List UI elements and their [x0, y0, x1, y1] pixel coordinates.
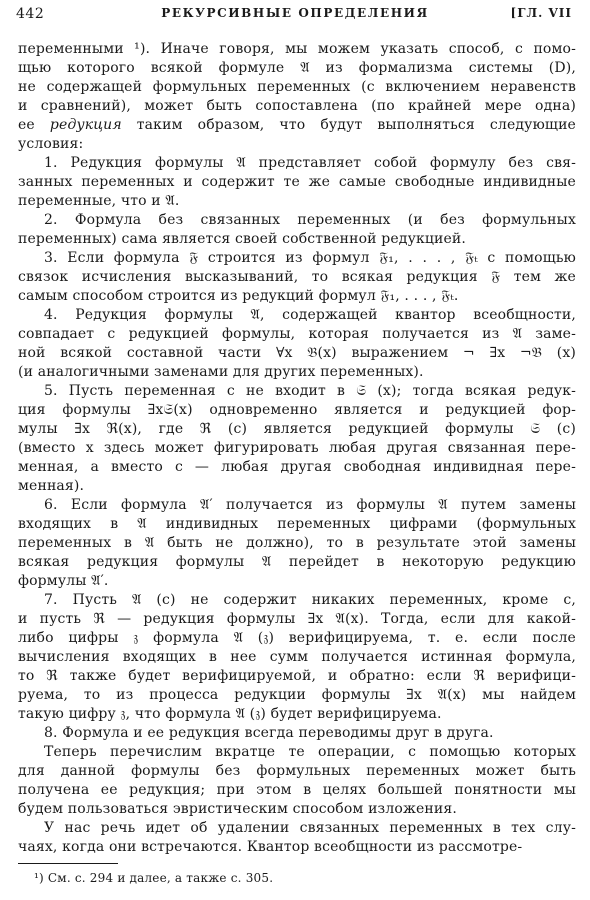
text-line: менная).	[18, 478, 85, 494]
running-header	[0, 0, 590, 30]
text-line: самым способом строится из редукций формул 𝔉₁, . . . , 𝔉ₜ.	[18, 288, 459, 304]
text-line: 4. Редукция формулы 𝔄, содержащей квантор всеобщности,	[44, 307, 576, 323]
text-line: для данной формулы без формульных переменных может быть	[18, 763, 576, 779]
page-number: 442	[16, 6, 45, 22]
text-line: мулы ∃x ℜ(x), где ℜ (c) является редукцией формулы 𝔖 (c)	[18, 421, 576, 437]
text-line: ной всякой составной части ∀x 𝔅(x) выражением ¬ ∃x ¬𝔅 (x)	[18, 345, 576, 361]
text-line: входящих в 𝔄 индивидных переменных цифрами (формульных	[18, 516, 576, 532]
text-line: Теперь перечислим вкратце те операции, с помощью которых	[44, 744, 576, 760]
text-line: переменные, что и 𝔄.	[18, 193, 180, 209]
text-line: и сравнений), может быть сопоставлена (по крайней мере одна)	[18, 98, 576, 114]
text-line: переменными ¹). Иначе говоря, мы можем указать способ, с помо-	[18, 41, 576, 57]
text-line: то ℜ также будет верифицируемой, и обратно: если ℜ верифици-	[18, 668, 576, 684]
footnote: ¹) См. с. 294 и далее, а также с. 305.	[34, 871, 274, 885]
text-line: руема, то из процесса редукции формулы ∃x 𝔄(x) мы найдем	[18, 687, 576, 703]
text-line: чаях, когда они встречаются. Квантор всеобщности из рассмотре-	[18, 839, 523, 855]
text-line: (и аналогичными заменами для других переменных).	[18, 364, 424, 380]
text-line: 6. Если формула 𝔄′ получается из формулы 𝔄 путем замены	[44, 497, 576, 513]
text-line: 7. Пусть 𝔄 (c) не содержит никаких переменных, кроме c,	[44, 592, 576, 608]
italic-term: редукция	[49, 117, 122, 133]
text-line: ее редукция таким образом, что будут выполняться следующие	[18, 117, 576, 133]
text-line: (вместо x здесь может фигурировать любая другая связанная пере-	[18, 440, 576, 456]
text-line: совпадает с редукцией формулы, которая получается из 𝔄 заме-	[18, 326, 576, 342]
text-line: 5. Пусть переменная c не входит в 𝔖 (x); тогда всякая редук-	[44, 383, 576, 399]
text-line: переменных в 𝔄 быть не должно), то в результате этой замены	[18, 535, 576, 551]
text-line: 1. Редукция формулы 𝔄 представляет собой формулу без свя-	[44, 155, 576, 171]
running-title: РЕКУРСИВНЫЕ ОПРЕДЕЛЕНИЯ	[161, 6, 429, 20]
text-line: либо цифры 𝔷 формула 𝔄 (𝔷) верифицируема, т. е. если после	[18, 630, 576, 646]
text-line: такую цифру 𝔷, что формула 𝔄 (𝔷) будет верифицируема.	[18, 706, 442, 722]
text-line: 8. Формула и ее редукция всегда переводимы друг в друга.	[44, 725, 494, 741]
footnote-rule	[18, 863, 118, 864]
chapter-label: [ГЛ. VII	[510, 6, 572, 20]
text-line: переменных) сама является своей собственной редукцией.	[18, 231, 467, 247]
text-line: У нас речь идет об удалении связанных переменных в тех слу-	[44, 820, 576, 836]
text-line: 3. Если формула 𝔉 строится из формул 𝔉₁, . . . , 𝔉ₜ с помощью	[44, 250, 576, 266]
text-line: ция формулы ∃x𝔖(x) одновременно является и редукцией фор-	[18, 402, 576, 418]
text-line: условия:	[18, 136, 84, 152]
text-line: и пусть ℜ — редукция формулы ∃x 𝔄(x). Тогда, если для какой-	[18, 611, 576, 627]
text-line: получена ее редукция; при этом в целях большей понятности мы	[18, 782, 576, 798]
text-line: всякая редукция формулы 𝔄 перейдет в некоторую редукцию	[18, 554, 576, 570]
text-line: занных переменных и содержит те же самые свободные индивидные	[18, 174, 576, 190]
text-line: будем пользоваться эвристическим способом изложения.	[18, 801, 457, 817]
text-line: менная, а вместо c — любая другая свободная индивидная пере-	[18, 459, 576, 475]
text-line: связок исчисления высказываний, то всякая редукция 𝔉 тем же	[18, 269, 576, 285]
main-text	[18, 40, 576, 857]
text-line: не содержащей формульных переменных (с включением неравенств	[18, 79, 576, 95]
text-line: щью которого всякой формуле 𝔄 из формализма системы (D),	[18, 60, 576, 76]
text-line: 2. Формула без связанных переменных (и без формульных	[44, 212, 576, 228]
text-line: формулы 𝔄′.	[18, 573, 109, 589]
text-line: вычисления входящих в нее сумм получается истинная формула,	[18, 649, 576, 665]
